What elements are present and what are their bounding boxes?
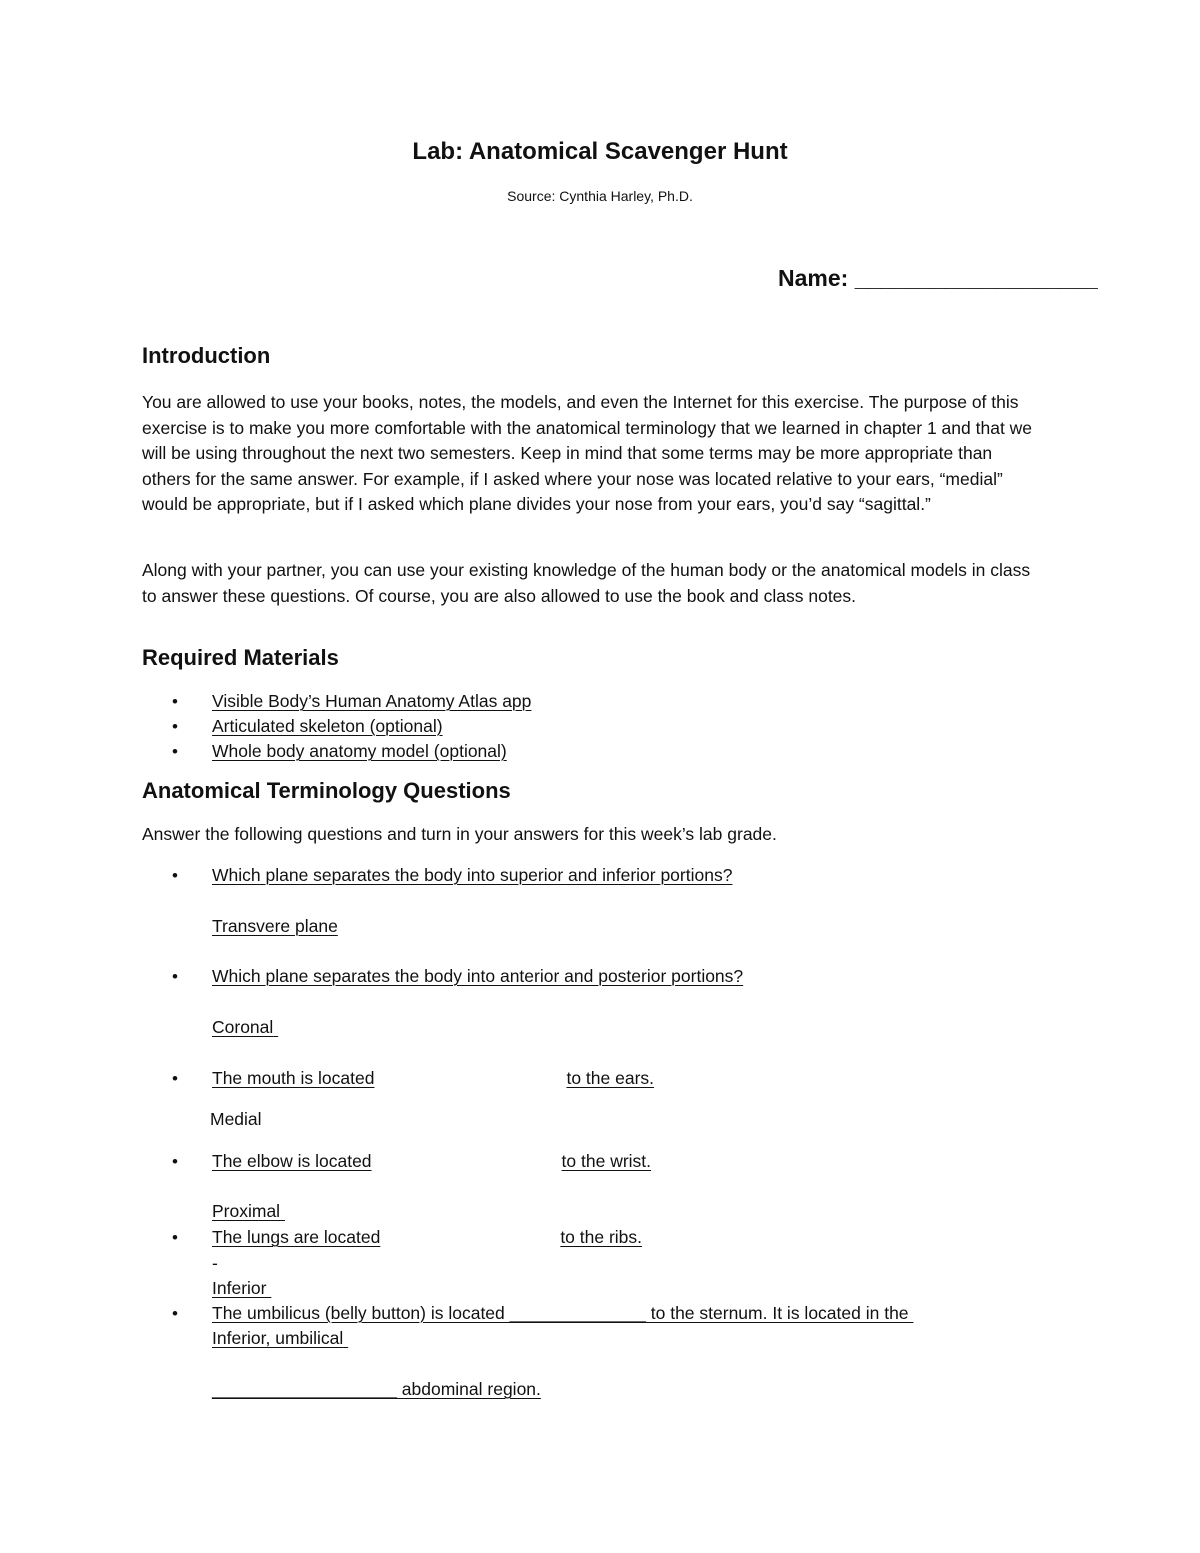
introduction-paragraph-1: You are allowed to use your books, notes, the models, and even the Internet for this exercise. The purpose of this exercise is to make you more comfortable with the anatomical terminology that we learned in chapter 1 and that we will be using throughout the next two semesters. Keep in mind that some terms may be more appropriate than others for the same answer. For example, if I asked where your nose was located relative to your ears, “medial” would be appropriate, but if I asked which plane divides your nose from your ears, you’d say “sagittal.” xyxy=(142,392,1033,514)
question-6-line-2: ___________________ abdominal region. xyxy=(212,1379,541,1399)
question-2: Which plane separates the body into anterior and posterior portions? xyxy=(212,966,744,986)
introduction-heading: Introduction xyxy=(142,343,271,368)
introduction-paragraph-2: Along with your partner, you can use your existing knowledge of the human body or the anatomical models in class to answer these questions. Of course, you are also allowed to use the book and class notes. xyxy=(142,560,1031,606)
name-field-label: Name: ___________________ xyxy=(778,265,1098,291)
question-4: The elbow is located to the wrist. xyxy=(212,1151,652,1171)
answer-3: Medial xyxy=(210,1109,262,1129)
answer-1: Transvere plane xyxy=(212,916,338,936)
bullet-icon: • xyxy=(172,1069,178,1088)
question-3: The mouth is located to the ears. xyxy=(212,1068,655,1088)
answer-5-dash: - xyxy=(212,1253,218,1273)
bullet-icon: • xyxy=(172,717,178,736)
answer-5: Inferior xyxy=(212,1278,267,1298)
questions-heading: Anatomical Terminology Questions xyxy=(142,778,511,803)
question-1: Which plane separates the body into superior and inferior portions? xyxy=(212,865,733,885)
bullet-icon: • xyxy=(172,742,178,761)
material-item-skeleton[interactable]: Articulated skeleton (optional) xyxy=(212,716,443,736)
bullet-icon: • xyxy=(172,692,178,711)
bullet-icon: • xyxy=(172,1304,178,1323)
bullet-icon: • xyxy=(172,866,178,885)
questions-instructions: Answer the following questions and turn in your answers for this week’s lab grade. xyxy=(142,824,777,844)
answer-2: Coronal xyxy=(212,1017,274,1037)
material-item-atlas-app[interactable]: Visible Body’s Human Anatomy Atlas app xyxy=(212,691,532,711)
question-6-line-1: The umbilicus (belly button) is located ______________ to the sternum. It is located in the xyxy=(212,1303,909,1323)
material-item-body-model[interactable]: Whole body anatomy model (optional) xyxy=(212,741,507,761)
bullet-icon: • xyxy=(172,1228,178,1247)
source-credit: Source: Cynthia Harley, Ph.D. xyxy=(507,188,693,204)
required-materials-heading: Required Materials xyxy=(142,645,339,670)
question-5: The lungs are located to the ribs. xyxy=(212,1227,643,1247)
answer-6: Inferior, umbilical xyxy=(212,1328,344,1348)
bullet-icon: • xyxy=(172,1152,178,1171)
document-title: Lab: Anatomical Scavenger Hunt xyxy=(412,138,788,165)
bullet-icon: • xyxy=(172,967,178,986)
answer-4: Proximal xyxy=(212,1201,281,1221)
